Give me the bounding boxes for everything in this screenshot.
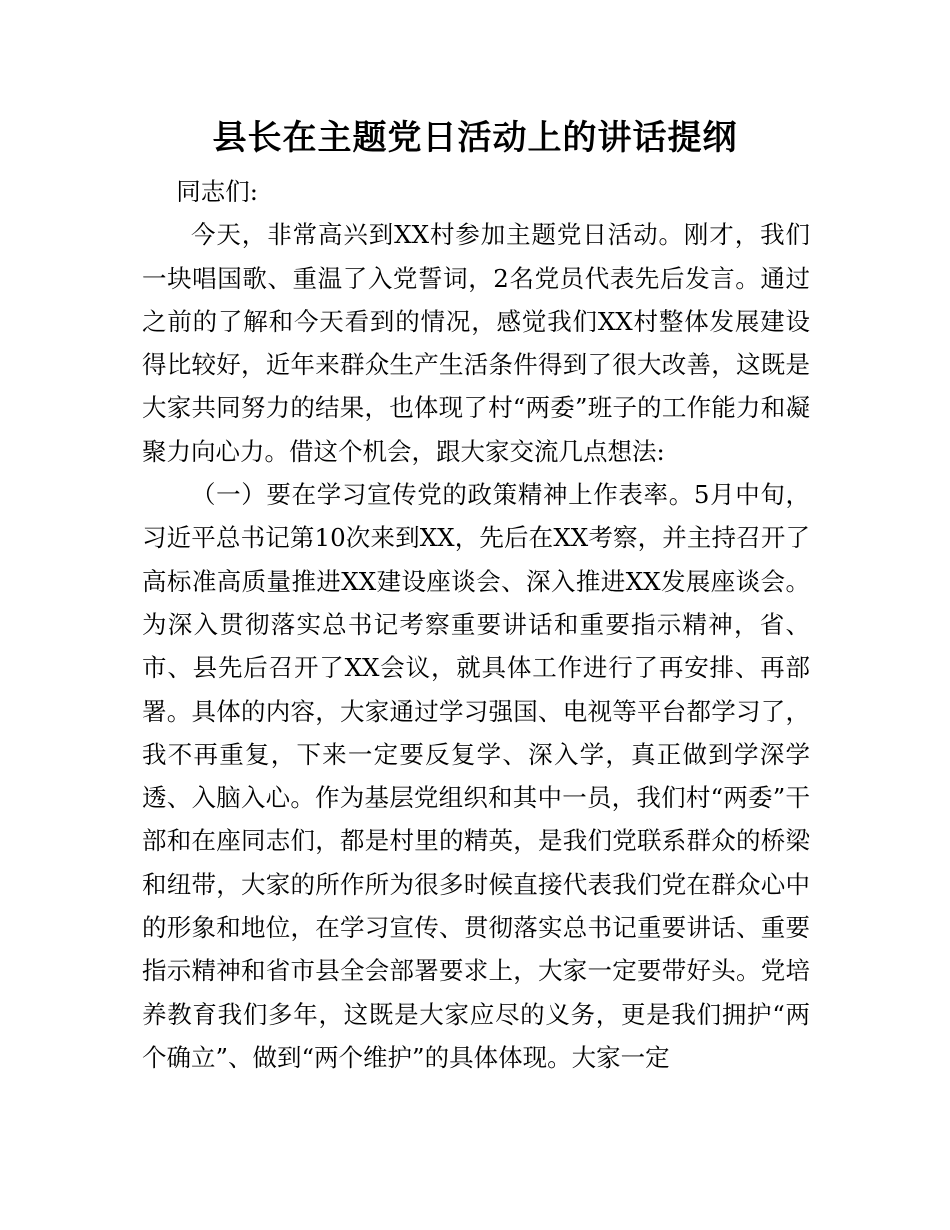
salutation: 同志们: xyxy=(176,177,259,206)
paragraph-intro: 今天，非常高兴到XX村参加主题党日活动。刚才，我们一块唱国歌、重温了入党誓词，2名党员代表先后发言。通过之前的了解和今天看到的情况，感觉我们XX村整体发展建设得比较好，近年来群众生产生活条件得到了很大改善，这既是大家共同努力的结果，也体现了村“两委”班子的工作能力和凝聚力向心力。借这个机会，跟大家交流几点想法: xyxy=(142,220,810,466)
document-body xyxy=(142,170,810,1079)
document-title: 县长在主题党日活动上的讲话提纲 xyxy=(212,118,738,158)
paragraph-section-1: （一）要在学习宣传党的政策精神上作表率。5月中旬，习近平总书记第10次来到XX，先后在XX考察，并主持召开了高标准高质量推进XX建设座谈会、深入推进XX发展座谈会。为深入贯彻落实总书记考察重要讲话和重要指示精神，省、市、县先后召开了XX会议，就具体工作进行了再安排、再部署。具体的内容，大家通过学习强国、电视等平台都学习了，我不再重复，下来一定要反复学、深入学，真正做到学深学透、入脑入心。作为基层党组织和其中一员，我们村“两委”干部和在座同志们，都是村里的精英，是我们党联系群众的桥梁和纽带，大家的所作所为很多时候直接代表我们党在群众心中的形象和地位，在学习宣传、贯彻落实总书记重要讲话、重要指示精神和省市县全会部署要求上，大家一定要带好头。党培养教育我们多年，这既是大家应尽的义务，更是我们拥护“两个确立”、做到“两个维护”的具体体现。大家一定 xyxy=(142,480,810,1072)
